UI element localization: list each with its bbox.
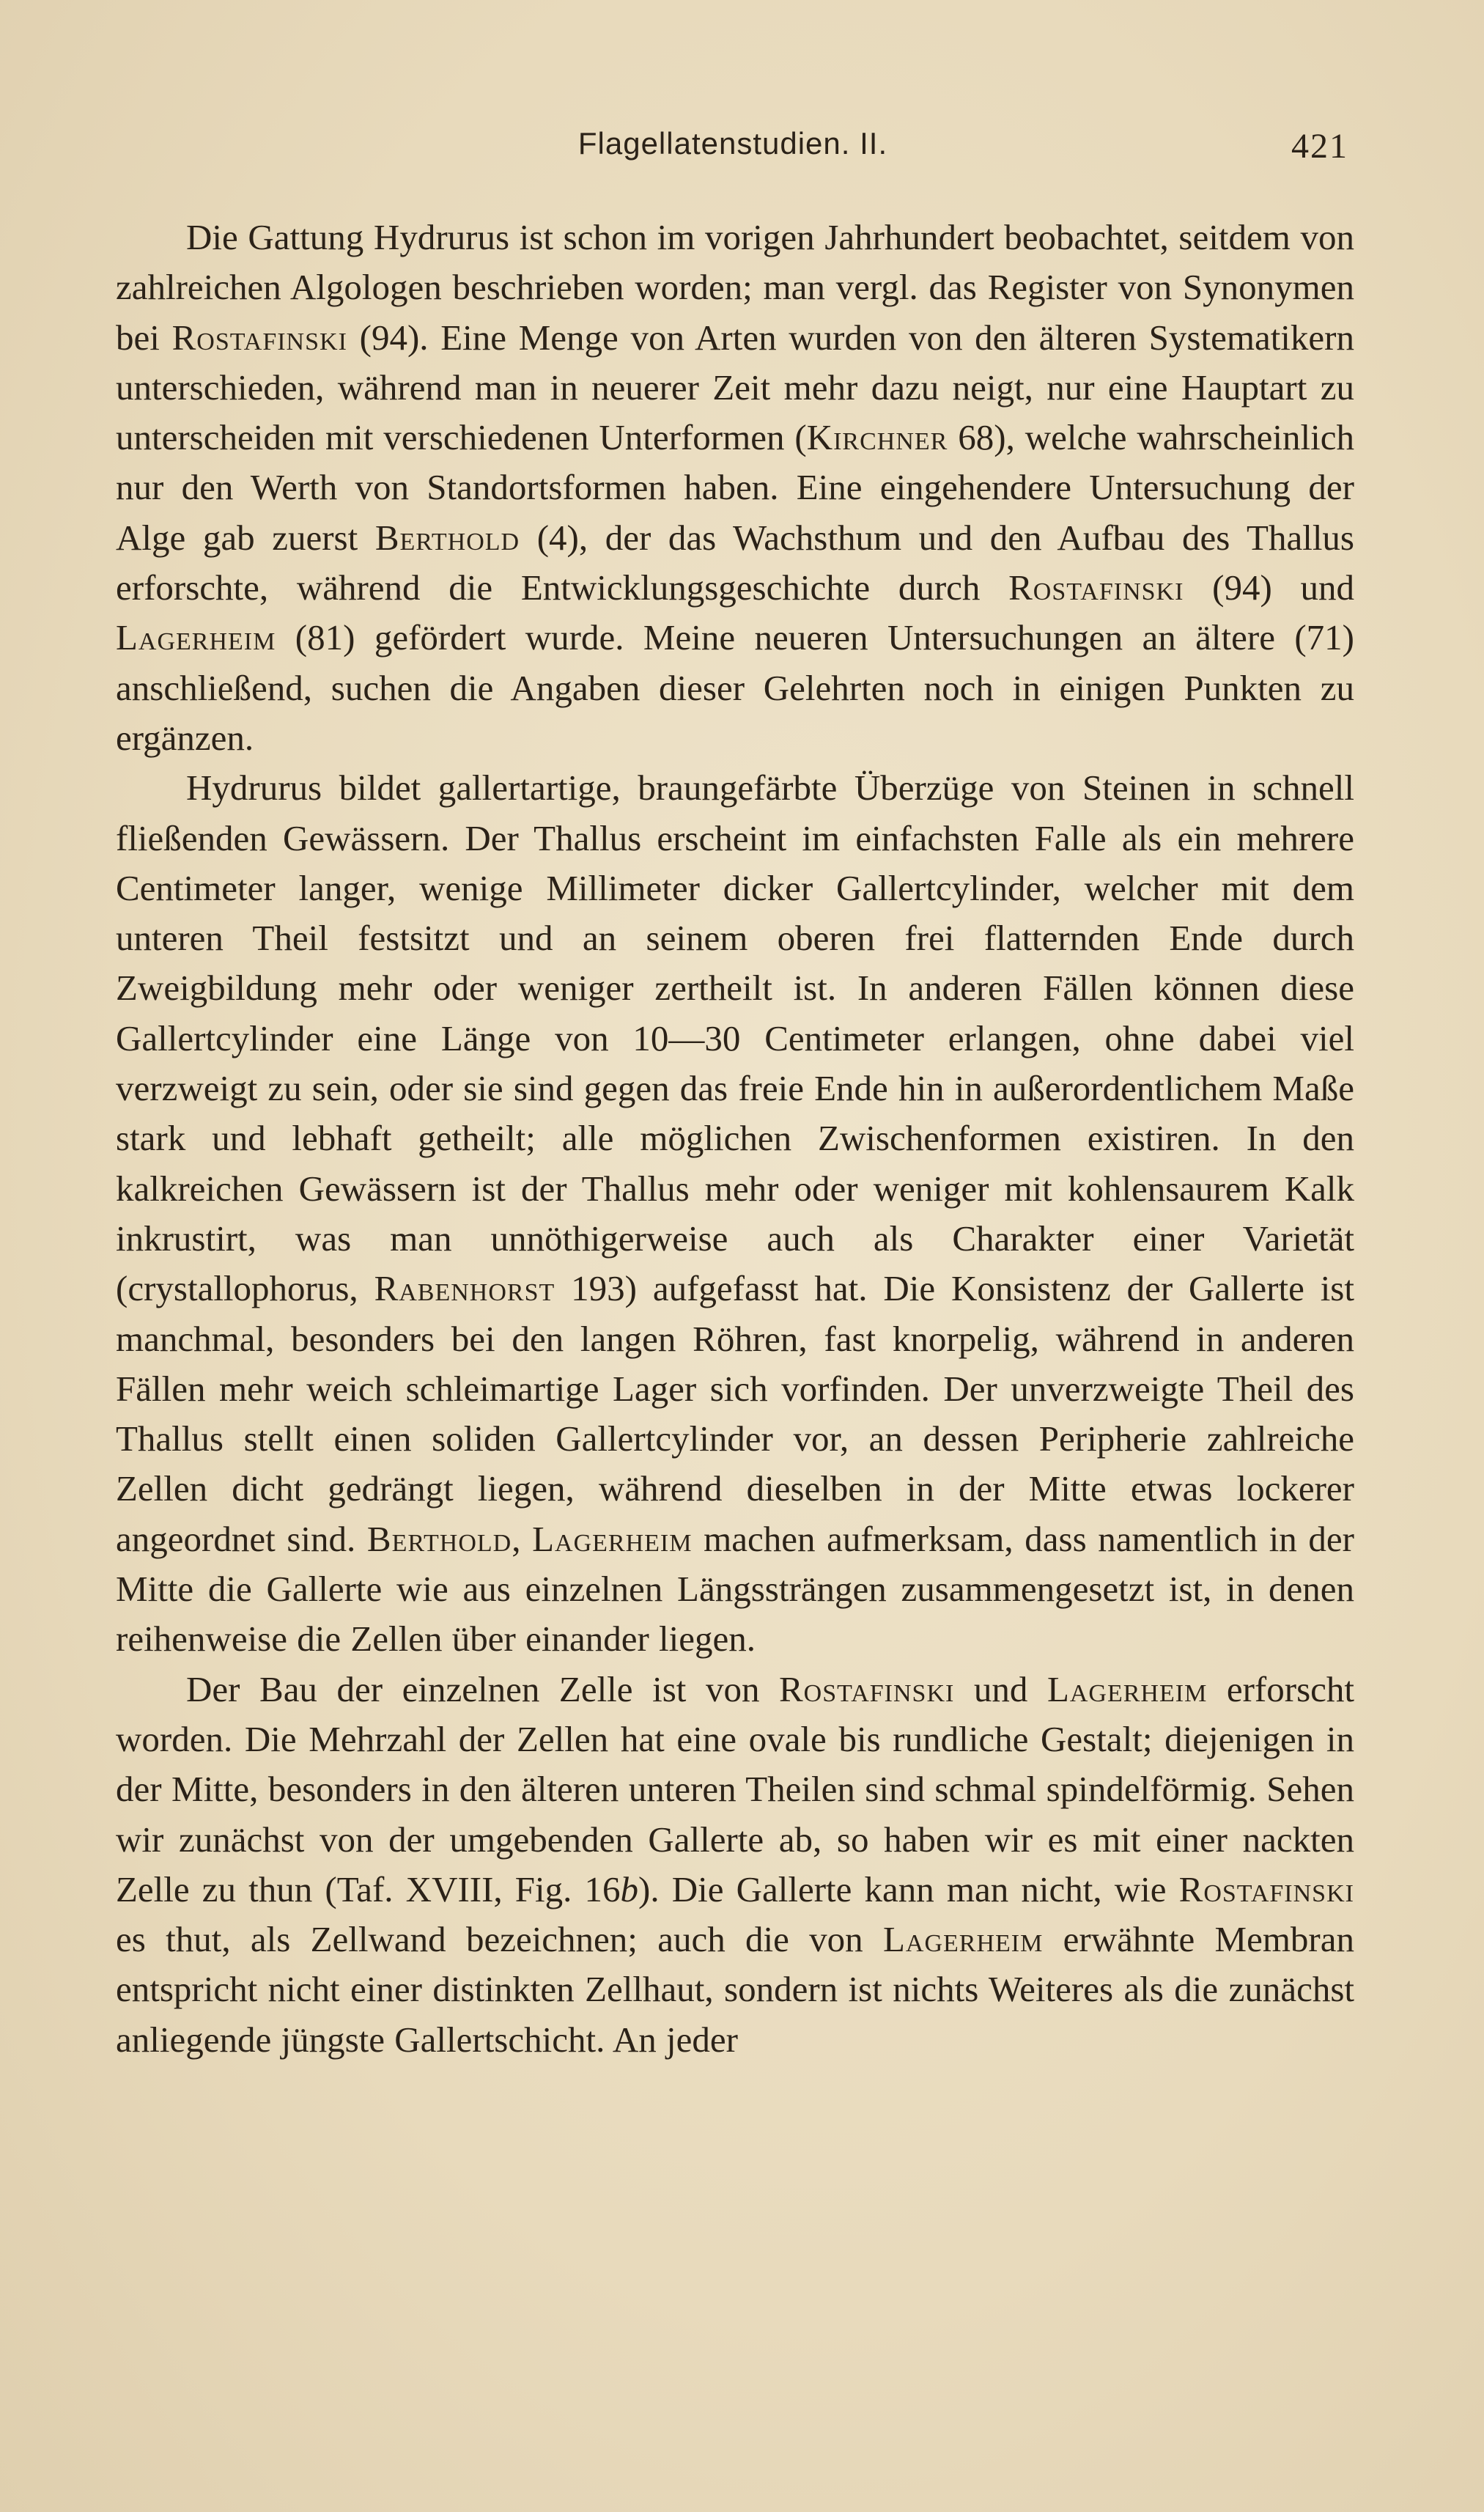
author-name: Kirchner [806,417,948,458]
page-number: 421 [1291,127,1348,166]
author-name: Lagerheim [882,1919,1044,1960]
text-run: Der Bau der einzelnen Zelle ist von [186,1668,779,1709]
author-name: Rostafinski [779,1668,955,1709]
author-name: Lagerheim [532,1518,693,1559]
running-title: Flagellatenstudien. II. [577,126,888,161]
text-run: (81) gefördert wurde. Meine neueren Untersuchungen an ältere (71) anschließend, suchen die Angaben dieser Gelehrten noch in einigen Punkten zu ergänzen. [116,617,1354,758]
text-run: es thut, als Zellwand bezeichnen; auch die von [116,1919,883,1960]
text-run: (94). Eine Menge von Arten wurden von den älteren Systematikern unterschieden, während man in neuerer Zeit mehr dazu neigt, nur eine Hauptart zu unterscheiden mit verschiedenen Unterformen ( [116,317,1354,458]
text-run: (4), der das Wachsthum und den Aufbau des Thallus erforschte, während die Entwicklungsgeschichte durch [116,517,1355,608]
text-run: Die Gattung Hydrurus ist schon im vorigen Jahrhundert beobachtet, seitdem von zahlreichen Algologen beschrieben worden; man vergl. das Register von Synonymen bei [116,217,1354,358]
author-name: Lagerheim [116,617,276,658]
paragraph [116,1665,1354,2065]
author-name: Rostafinski [1178,1868,1354,1909]
text-run: und [954,1668,1047,1709]
text-run: machen aufmerksam, dass namentlich in der Mitte die Gallerte wie aus einzelnen Längssträngen zusammengesetzt ist, in denen reihenweise die Zellen über einander liegen. [116,1518,1354,1660]
author-name: Berthold [374,517,520,558]
text-run: (94) und [1184,567,1355,608]
author-name: Rabenhorst [374,1268,555,1309]
author-name: Berthold [366,1518,512,1559]
text-run: erforscht worden. Die Mehrzahl der Zellen hat eine ovale bis rundliche Gestalt; diejenigen in der Mitte, besonders in den älteren unteren Theilen sind schmal spindelförmig. Sehen wir zunächst von der umgebenden Gallerte ab, so haben wir es mit einer nackten Zelle zu thun (Taf. XVIII, Fig. 16 [116,1668,1354,1909]
text-run: 68), welche wahrscheinlich nur den Werth von Standortsformen haben. Eine eingehendere Untersuchung der Alge gab zuerst [116,417,1354,558]
text-run: ). Die Gallerte kann man nicht, wie [638,1868,1179,1909]
text-run: 193) aufgefasst hat. Die Konsistenz der Gallerte ist manchmal, besonders bei den langen Röhren, fast knorpelig, während in anderen Fällen mehr weich schleimartige Lager sich vorfinden. Der unverzweigte Theil des Thallus stellt einen soliden Gallertcylinder vor, an dessen Peripherie zahlreiche Zellen dicht gedrängt liegen, während dieselben in der Mitte etwas lockerer angeordnet sind. [116,1268,1354,1559]
author-name: Rostafinski [1008,567,1184,608]
body-text [116,213,1354,2065]
running-head [117,126,1348,185]
paragraph [116,763,1354,1664]
author-name: Lagerheim [1046,1668,1208,1709]
italic-text: b [620,1868,639,1909]
paragraph [116,213,1354,763]
text-run: , [512,1518,533,1559]
text-run: erwähnte Membran entspricht nicht einer distinkten Zellhaut, sondern ist nichts Weiteres als die zunächst anliegende jüngste Gallertschicht. An jeder [116,1919,1354,2060]
author-name: Rostafinski [171,317,347,358]
text-run: Hydrurus bildet gallertartige, braungefärbte Überzüge von Steinen in schnell fließenden Gewässern. Der Thallus erscheint im einfachsten Falle als ein mehrere Centimeter langer, wenige Millimeter dicker Gallertcylinder, welcher mit dem unteren Theil festsitzt und an seinem oberen frei flatternden Ende durch Zweigbildung mehr oder weniger zertheilt ist. In anderen Fällen können diese Gallertcylinder eine Länge von 10—30 Centimeter erlangen, ohne dabei viel verzweigt zu sein, oder sie sind gegen das freie Ende hin in außerordentlichem Maße stark und lebhaft getheilt; alle möglichen Zwischenformen existiren. In den kalkreichen Gewässern ist der Thallus mehr oder weniger mit kohlensaurem Kalk inkrustirt, was man unnöthigerweise auch als Charakter einer Varietät (crystallophorus, [116,767,1354,1309]
